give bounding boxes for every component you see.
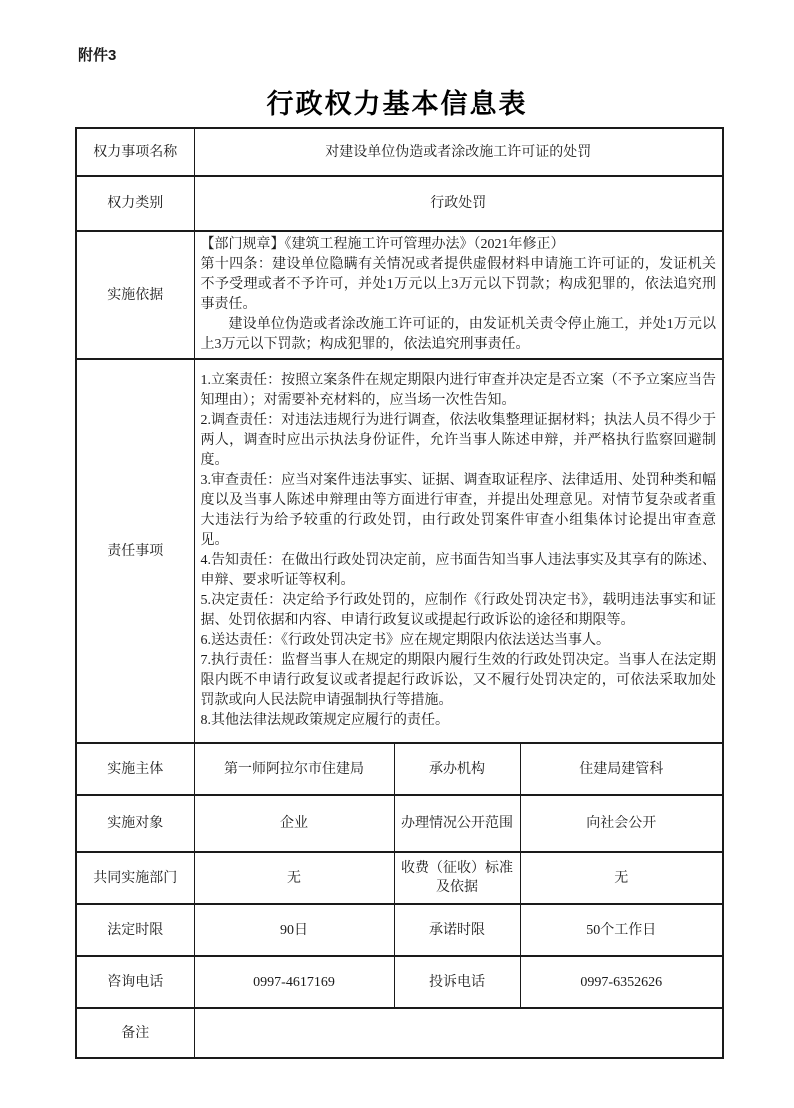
row-label: 责任事项 <box>76 359 194 743</box>
complaint-phone-value: 0997-6352626 <box>520 956 723 1008</box>
table-row-power-category <box>76 176 723 231</box>
fee-standard-value: 无 <box>520 852 723 904</box>
power-category-value: 行政处罚 <box>194 176 723 231</box>
row-label: 实施对象 <box>76 795 194 852</box>
table-row-implementation-object <box>76 795 723 852</box>
row-label: 共同实施部门 <box>76 852 194 904</box>
consultation-phone-value: 0997-4617169 <box>194 956 394 1008</box>
table-row-joint-departments <box>76 852 723 904</box>
undertaking-organization-value: 住建局建管科 <box>520 743 723 795</box>
power-item-name-value: 对建设单位伪造或者涂改施工许可证的处罚 <box>194 128 723 176</box>
table-row-implementation-subject <box>76 743 723 795</box>
table-row-implementation-basis <box>76 231 723 359</box>
promised-time-limit-value: 50个工作日 <box>520 904 723 956</box>
row-label: 权力事项名称 <box>76 128 194 176</box>
disclosure-scope-value: 向社会公开 <box>520 795 723 852</box>
row-label: 承办机构 <box>394 743 520 795</box>
row-label: 办理情况公开范围 <box>394 795 520 852</box>
row-label: 备注 <box>76 1008 194 1058</box>
table-row-responsibility-items <box>76 359 723 743</box>
joint-departments-value: 无 <box>194 852 394 904</box>
responsibility-items-text: 1.立案责任：按照立案条件在规定期限内进行审查并决定是否立案（不予立案应当告知理由）；对需要补充材料的，应当场一次性告知。 2.调查责任：对违法违规行为进行调查，依法收集整理证据材料；执法人员不得少于两人，调查时应出示执法身份证件，允许当事人陈述申辩，并严格执行监察回避制度。 3.审查责任：应当对案件违法事实、证据、调查取证程序、法律适用、处罚种类和幅度以及当事人陈述申辩理由等方面进行审查，并提出处理意见。对情节复杂或者重大违法行为给予较重的行政处罚，由行政处罚案件审查小组集体讨论提出审查意见。 4.告知责任：在做出行政处罚决定前，应书面告知当事人违法事实及其享有的陈述、申辩、要求听证等权利。 5.决定责任：决定给予行政处罚的，应制作《行政处罚决定书》，载明违法事实和证据、处罚依据和内容、申请行政复议或提起行政诉讼的途径和期限等。 6.送达责任：《行政处罚决定书》应在规定期限内依法送达当事人。 7.执行责任：监督当事人在规定的期限内履行生效的行政处罚决定。当事人在法定期限内既不申请行政复议或者提起行政诉讼，又不履行处罚决定的，可依法采取加处罚款或向人民法院申请强制执行等措施。 8.其他法律法规政策规定应履行的责任。 <box>194 359 723 743</box>
row-label: 法定时限 <box>76 904 194 956</box>
table-row-remarks <box>76 1008 723 1058</box>
remarks-value <box>194 1008 723 1058</box>
row-label: 承诺时限 <box>394 904 520 956</box>
implementation-basis-text: 【部门规章】《建筑工程施工许可管理办法》（2021年修正） 第十四条：建设单位隐瞒有关情况或者提供虚假材料申请施工许可证的，发证机关不予受理或者不予许可，并处1万元以上3万元以下罚款；构成犯罪的，依法追究刑事责任。 建设单位伪造或者涂改施工许可证的，由发证机关责令停止施工，并处1万元以上3万元以下罚款；构成犯罪的，依法追究刑事责任。 <box>194 231 723 359</box>
admin-power-info-table <box>75 127 724 1059</box>
attachment-label: 附件3 <box>78 47 117 64</box>
table-row-power-item-name <box>76 128 723 176</box>
row-label: 实施主体 <box>76 743 194 795</box>
row-label: 权力类别 <box>76 176 194 231</box>
row-label: 投诉电话 <box>394 956 520 1008</box>
statutory-time-limit-value: 90日 <box>194 904 394 956</box>
table-row-time-limits <box>76 904 723 956</box>
row-label: 实施依据 <box>76 231 194 359</box>
row-label: 收费（征收）标准及依据 <box>394 852 520 904</box>
table-row-phones <box>76 956 723 1008</box>
implementation-object-value: 企业 <box>194 795 394 852</box>
implementation-subject-value: 第一师阿拉尔市住建局 <box>194 743 394 795</box>
page-title: 行政权力基本信息表 <box>266 89 528 119</box>
row-label: 咨询电话 <box>76 956 194 1008</box>
